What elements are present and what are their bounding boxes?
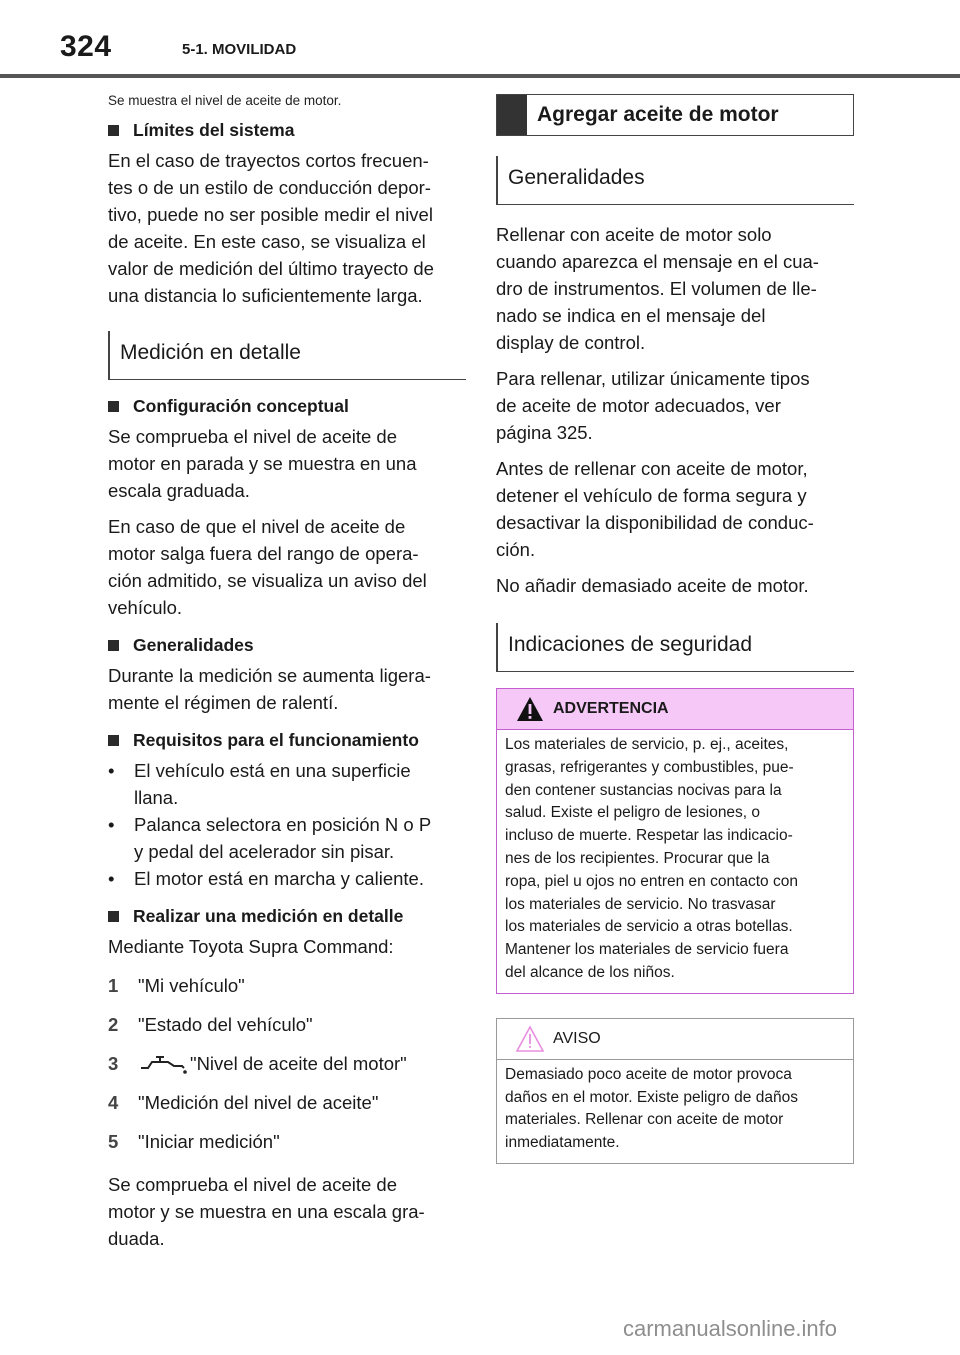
text-line: No añadir demasiado aceite de motor.	[496, 575, 809, 596]
step-item	[108, 1089, 466, 1116]
text-line: detener el vehículo de forma segura y	[496, 485, 807, 506]
watermark: carmanualsonline.info	[623, 1316, 838, 1341]
text-line: mente el régimen de ralentí.	[108, 692, 339, 713]
subheading-label: Configuración conceptual	[133, 396, 349, 416]
paragraph-refill-1	[496, 221, 854, 356]
notice-text	[497, 1060, 853, 1163]
text-line: El vehículo está en una superficie	[134, 760, 411, 781]
subheading-general	[108, 635, 466, 656]
step-number: 2	[108, 1014, 119, 1035]
paragraph-general	[108, 662, 466, 716]
list-item	[108, 757, 466, 811]
text-line: grasas, refrigerantes y combustibles, pue-	[505, 758, 794, 776]
step-number: 3	[108, 1053, 119, 1074]
chapter-title: 5-1. MOVILIDAD	[182, 41, 297, 58]
subheading-concept	[108, 396, 466, 417]
list-item	[108, 865, 466, 892]
square-bullet-icon	[108, 125, 119, 136]
text-line: Para rellenar, utilizar únicamente tipos	[496, 368, 810, 389]
text-line: ción admitido, se visualiza un aviso del	[108, 570, 427, 591]
text-line: una distancia lo suficientemente larga.	[108, 285, 423, 306]
text-line: Se comprueba el nivel de aceite de	[108, 1174, 397, 1195]
text-line: tes o de un estilo de conducción depor-	[108, 177, 431, 198]
text-line: motor en parada y se muestra en una	[108, 453, 417, 474]
text-line: El motor está en marcha y caliente.	[134, 868, 424, 889]
warning-header	[497, 689, 853, 730]
text-line: display de control.	[496, 332, 646, 353]
warning-text	[497, 730, 853, 993]
text-line: llana.	[134, 787, 179, 808]
text-line: Demasiado poco aceite de motor provoca	[505, 1065, 792, 1083]
warning-label: ADVERTENCIA	[553, 700, 669, 717]
heading-label: Agregar aceite de motor	[537, 103, 779, 126]
header-rule	[0, 74, 960, 78]
text-line: escala graduada.	[108, 480, 250, 501]
step-number: 5	[108, 1131, 119, 1152]
requirements-list	[108, 757, 466, 892]
text-line: ción.	[496, 539, 536, 560]
step-item	[108, 1011, 466, 1038]
square-bullet-icon	[108, 640, 119, 651]
text-line: dro de instrumentos. El volumen de lle-	[496, 278, 817, 299]
text-line: nes de los recipientes. Procurar que la	[505, 849, 770, 867]
text-line: cuando aparezca el mensaje en el cua-	[496, 251, 819, 272]
text-line: Rellenar con aceite de motor solo	[496, 224, 772, 245]
text-line: y pedal del acelerador sin pisar.	[134, 841, 395, 862]
paragraph-concept-1	[108, 423, 466, 504]
paragraph-refill-4	[496, 572, 854, 599]
bullet-dot: •	[108, 814, 115, 835]
subheading-requirements	[108, 730, 466, 751]
text-line: En caso de que el nivel de aceite de	[108, 516, 406, 537]
text-line: de aceite. En este caso, se visualiza el	[108, 231, 426, 252]
text-line: inmediatamente.	[505, 1134, 620, 1152]
text-line: los materiales de servicio a otras botellas.	[505, 918, 793, 936]
section-title-detail: Medición en detalle	[108, 331, 466, 380]
section-title-general: Generalidades	[496, 156, 854, 205]
text-line: desactivar la disponibilidad de conduc-	[496, 512, 814, 533]
text-line: Durante la medición se aumenta ligera-	[108, 665, 431, 686]
paragraph-refill-2	[496, 365, 854, 446]
text-line: Palanca selectora en posición N o P	[134, 814, 432, 835]
step-text: "Estado del vehículo"	[138, 1014, 313, 1035]
paragraph-refill-3	[496, 455, 854, 563]
text-line: motor y se muestra en una escala gra-	[108, 1201, 425, 1222]
step-text: "Medición del nivel de aceite"	[138, 1092, 379, 1113]
text-line: del alcance de los niños.	[505, 963, 675, 981]
square-bullet-icon	[108, 735, 119, 746]
subheading-label: Realizar una medición en detalle	[133, 906, 404, 926]
text-line: Mantener los materiales de servicio fuera	[505, 941, 789, 959]
paragraph-measure-intro: Mediante Toyota Supra Command:	[108, 936, 394, 957]
text-line: den contener sustancias nocivas para la	[505, 781, 782, 799]
right-column	[496, 86, 854, 1164]
text-line: motor salga fuera del rango de opera-	[108, 543, 419, 564]
step-text: "Iniciar medición"	[138, 1131, 280, 1152]
subheading-limits	[108, 120, 466, 141]
step-text: "Nivel de aceite del motor"	[190, 1053, 407, 1074]
subheading-label: Requisitos para el funcionamiento	[133, 730, 419, 750]
paragraph-concept-2	[108, 513, 466, 621]
warning-box	[496, 688, 854, 994]
text-line: de aceite de motor adecuados, ver	[496, 395, 781, 416]
heading-bar	[497, 95, 527, 135]
square-bullet-icon	[108, 401, 119, 412]
text-line: En el caso de trayectos cortos frecuen-	[108, 150, 429, 171]
notice-label: AVISO	[553, 1029, 601, 1047]
notice-box	[496, 1018, 854, 1164]
figure-caption: Se muestra el nivel de aceite de motor.	[108, 93, 342, 108]
text-line: materiales. Rellenar con aceite de motor	[505, 1111, 784, 1129]
car-oil-icon	[138, 1054, 188, 1074]
subheading-label: Límites del sistema	[133, 120, 295, 140]
section-title-safety: Indicaciones de seguridad	[496, 623, 854, 672]
text-line: duada.	[108, 1228, 165, 1249]
steps-list	[108, 972, 466, 1155]
text-line: tivo, puede no ser posible medir el nivel	[108, 204, 433, 225]
text-line: página 325.	[496, 422, 593, 443]
step-item	[108, 972, 466, 999]
page-number: 324	[60, 30, 112, 63]
text-line: Antes de rellenar con aceite de motor,	[496, 458, 808, 479]
square-bullet-icon	[108, 911, 119, 922]
subheading-measure	[108, 906, 466, 927]
step-item	[108, 1050, 466, 1077]
subheading-label: Generalidades	[133, 635, 254, 655]
text-line: salud. Existe el peligro de lesiones, o	[505, 804, 761, 822]
caution-triangle-icon	[515, 1025, 545, 1053]
step-item	[108, 1128, 466, 1155]
bullet-dot: •	[108, 868, 115, 889]
text-line: Los materiales de servicio, p. ej., aceites,	[505, 736, 789, 753]
warning-triangle-icon	[515, 695, 545, 723]
text-line: valor de medición del último trayecto de	[108, 258, 434, 279]
step-number: 1	[108, 975, 119, 996]
text-line: Se comprueba el nivel de aceite de	[108, 426, 397, 447]
text-line: nado se indica en el mensaje del	[496, 305, 766, 326]
paragraph-limits	[108, 147, 466, 309]
bullet-dot: •	[108, 760, 115, 781]
page-header	[0, 0, 960, 80]
notice-header	[497, 1019, 853, 1060]
step-number: 4	[108, 1092, 119, 1113]
left-column	[108, 86, 466, 1261]
main-section-heading	[496, 94, 854, 136]
text-line: daños en el motor. Existe peligro de daños	[505, 1088, 798, 1106]
paragraph-closing	[108, 1171, 466, 1252]
text-line: ropa, piel u ojos no entren en contacto con	[505, 872, 798, 890]
text-line: vehículo.	[108, 597, 183, 618]
text-line: los materiales de servicio. No trasvasar	[505, 895, 776, 913]
text-line: incluso de muerte. Respetar las indicacio-	[505, 827, 793, 845]
step-text: "Mi vehículo"	[138, 975, 245, 996]
list-item	[108, 811, 466, 865]
